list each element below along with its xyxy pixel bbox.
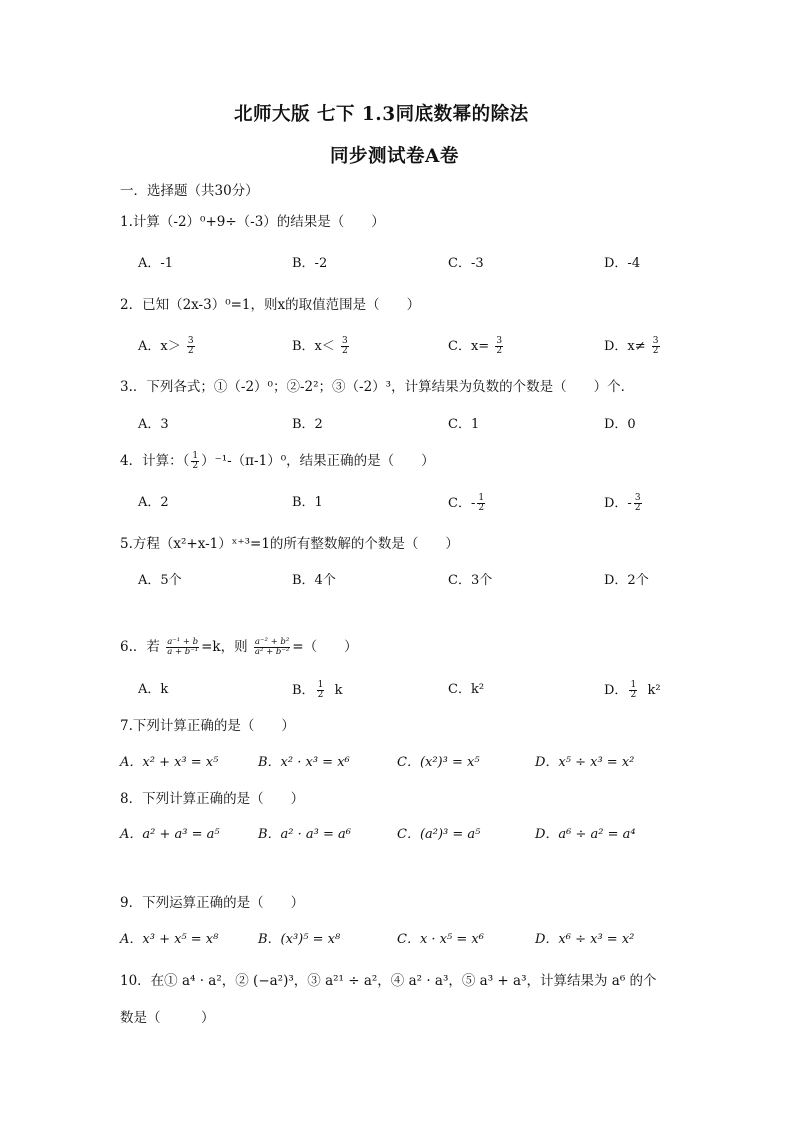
question-3-option-c: C．1 (448, 417, 480, 432)
option-label: D．- (604, 496, 632, 511)
question-9-option-a: A．x³ + x⁵ = x⁸ (120, 932, 219, 947)
question-8-option-c: C．(a²)³ = a⁵ (397, 827, 481, 842)
question-3-option-b: B．2 (292, 417, 323, 432)
question-4-option-d (604, 494, 644, 513)
question-7-option-c: C．(x²)³ = x⁵ (397, 755, 480, 770)
fraction: $\frac{3}{2}$ (342, 336, 348, 356)
question-7-option-d: D．x⁵ ÷ x³ = x² (535, 755, 635, 770)
question-10-line-1: 10．在① a⁴ · a²，② (−a²)³，③ a²¹ ÷ a²，④ a² · a³，⑤ a³ + a³，计算结果为 a⁶ 的个 (120, 973, 657, 989)
question-4-stem (120, 452, 435, 471)
fraction: $\frac{\text{a⁻² + b²}}{\text{a² + b⁻²}}$ (254, 637, 290, 657)
option-label: D． (604, 683, 628, 698)
stem-part: =k，则 (201, 639, 248, 655)
page-title: 北师大版 七下 1.3同底数幂的除法 (234, 104, 529, 125)
question-7-stem: 7.下列计算正确的是（ ） (120, 718, 295, 734)
question-3-option-a: A．3 (138, 417, 169, 432)
question-8-stem: 8．下列计算正确的是（ ） (120, 791, 305, 807)
fraction: $\frac{3}{2}$ (187, 336, 194, 356)
question-1-option-d: D．-4 (604, 256, 641, 271)
question-5-option-b: B．4个 (292, 573, 336, 588)
question-9-stem: 9．下列运算正确的是（ ） (120, 895, 305, 911)
question-6-option-b (292, 681, 342, 700)
question-7-option-a: A．x² + x³ = x⁵ (120, 755, 219, 770)
question-5-option-d: D．2个 (604, 573, 649, 588)
question-6-option-c: C．k² (448, 682, 485, 697)
question-6-option-a: A．k (138, 682, 169, 697)
fraction: $\frac{3}{2}$ (652, 336, 659, 356)
question-1-option-a: A．-1 (138, 256, 174, 271)
question-4-option-b: B．1 (292, 495, 323, 510)
option-label: C．- (448, 496, 476, 511)
option-tail: k² (647, 683, 661, 698)
stem-part: ）⁻¹-（π-1）⁰，结果正确的是（ ） (201, 453, 435, 469)
stem-part: 4．计算：（ (120, 453, 190, 469)
question-8-option-b: B．a² · a³ = a⁶ (258, 827, 351, 842)
question-8-option-d: D．a⁶ ÷ a² = a⁴ (535, 827, 636, 842)
question-2-option-b (292, 337, 351, 356)
question-1-option-c: C．-3 (448, 256, 484, 271)
page-subtitle: 同步测试卷A卷 (330, 146, 459, 167)
fraction: $\frac{1}{2}$ (478, 493, 485, 513)
question-10-line-2: 数是（ ） (120, 1010, 215, 1026)
question-8-option-a: A．a² + a³ = a⁵ (120, 827, 220, 842)
fraction: $\frac{1}{2}$ (192, 451, 199, 471)
option-label: A．x＞ (138, 339, 181, 354)
fraction: $\frac{1}{2}$ (630, 680, 637, 700)
question-9-option-d: D．x⁶ ÷ x³ = x² (535, 932, 635, 947)
question-1-stem: 1.计算（-2）⁰+9÷（-3）的结果是（ ） (120, 214, 385, 230)
option-label: B．x＜ (292, 339, 335, 354)
question-7-option-b: B．x² · x³ = x⁶ (258, 755, 350, 770)
question-3-stem: 3.．下列各式；①（-2）⁰；②-2²；③（-2）³，计算结果为负数的个数是（ ）个． (120, 379, 635, 395)
question-6-option-d (604, 681, 661, 700)
question-2-option-d (604, 337, 662, 356)
question-5-stem: 5.方程（x²+x-1）ˣ⁺³=1的所有整数解的个数是（ ） (120, 536, 459, 552)
option-label: B． (292, 683, 315, 698)
question-4-option-c (448, 494, 487, 513)
option-tail: k (334, 683, 343, 698)
question-9-option-c: C．x · x⁵ = x⁶ (397, 932, 484, 947)
question-3-option-d: D．0 (604, 417, 636, 432)
question-2-stem: 2．已知（2x-3）⁰=1，则x的取值范围是（ ） (120, 297, 421, 313)
question-2-option-a (138, 337, 197, 356)
fraction: $\frac{3}{2}$ (634, 493, 641, 513)
fraction: $\frac{3}{2}$ (496, 336, 503, 356)
stem-part: 6.．若 (120, 639, 160, 655)
question-6-stem (120, 638, 358, 657)
question-2-option-c (448, 337, 505, 356)
question-1-option-b: B．-2 (292, 256, 328, 271)
question-5-option-c: C．3个 (448, 573, 493, 588)
fraction: $\frac{\text{a⁻¹ + b}}{\text{a + b⁻¹}}$ (167, 637, 199, 657)
question-4-option-a: A．2 (138, 495, 169, 510)
question-5-option-a: A．5个 (138, 573, 182, 588)
question-9-option-b: B．(x³)⁵ = x⁸ (258, 932, 341, 947)
section-heading: 一．选择题（共30分） (120, 183, 259, 199)
fraction: $\frac{1}{2}$ (317, 680, 324, 700)
stem-part: =（ ） (292, 639, 358, 655)
option-label: D．x≠ (604, 339, 646, 354)
option-label: C．x= (448, 339, 490, 354)
